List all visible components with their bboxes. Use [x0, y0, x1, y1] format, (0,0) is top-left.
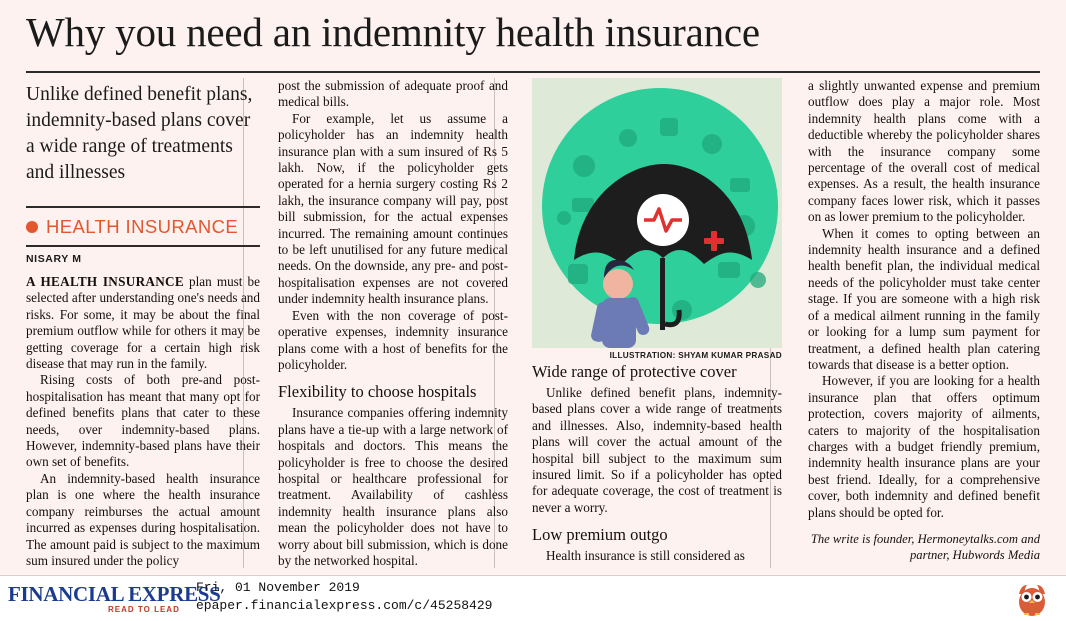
paragraph: However, if you are looking for a health insurance plan that offers optimum protection, covers majority of ailments, caters to majority of the hospitalisation charges with a budget friendly premium, indemnity health insurance plans are your best friend. Ideally, for a comprehensive cover, both indemnity and defined benefit plans should be opted for.	[808, 373, 1040, 520]
lead-in-text: A HEALTH INSURANCE	[26, 274, 184, 289]
paragraph: Unlike defined benefit plans, indemnity-based plans cover a wide range of treatments and illnesses. Also, indemnity-based health plans will cover the actual amount of the hospital bill subject to the maximum sum insured limit. So if a policyholder has opted for adequate coverage, the cost of treatment is never a worry.	[532, 385, 782, 515]
illustration-figure	[532, 78, 782, 360]
paragraph: Insurance companies offering indemnity plans have a tie-up with a large network of hospitals and doctors. This means the policyholder is free to choose the desired hospital or healthcare professional for treatment. Availability of cashless indemnity health insurance plans also mean the policyholder does not have to worry about bill submission, which is done by the networked hospital.	[278, 405, 508, 568]
paragraph: For example, let us assume a policyholder has an indemnity health insurance plan with a sum insured of Rs 5 lakh. Now, if the policyholder gets operated for a hernia surgery costing Rs 2 lakh, the insurance company will pay, post bill submission, for the actual expenses incurred. The remaining amount continues to be left unutilised for any future medical needs. On the downside, any pre- and post-hospitalisation expenses are not covered under indemnity health insurance plans.	[278, 110, 508, 307]
section-divider-top	[26, 206, 260, 208]
publication-logo: FINANCIAL EXPRESS	[8, 582, 221, 606]
author-credit: The write is founder, Hermoneytalks.com and partner, Hubwords Media	[810, 531, 1040, 562]
paragraph-text: plan must be selected after understanding one's needs and risks. For some, it may be about the final premium outflow while for others it may be getting coverage for a certain high risk disease that may run in the family.	[26, 274, 260, 372]
paragraph: Even with the non coverage of post-operative expenses, indemnity insurance plans come with a host of benefits for the policyholder.	[278, 307, 508, 372]
byline: NISARY M	[26, 253, 82, 265]
paragraph: An indemnity-based health insurance plan is one where the health insurance company reimburses the actual amount incurred as expenses during hospitalisation. The amount paid is subject to the maximum sum insured under the policy	[26, 470, 260, 568]
header-divider	[26, 71, 1040, 73]
subheading: Flexibility to choose hospitals	[278, 382, 477, 402]
bullet-dot-icon	[26, 221, 38, 233]
section-label: HEALTH INSURANCE	[46, 216, 239, 237]
publication-tagline: READ TO LEAD	[108, 605, 180, 614]
paragraph: a slightly unwanted expense and premium outflow does play a major role. Most indemnity health plans come with a deductible whereby the policyholder shares with the insurance company some percentage of the overall cost of medical expenses. As a result, the health insurance company faces lower risk, which it passes on as lower premium to the policyholder.	[808, 78, 1040, 225]
article-columns	[26, 78, 1040, 568]
paragraph: Health insurance is still considered as	[546, 548, 745, 564]
section-divider-bottom	[26, 245, 260, 247]
paragraph: When it comes to opting between an indemnity health insurance and a defined health benefit plan, the individual medical needs of the policyholder must take center stage. If you are someone with a high risk of a medical ailment running in the family or looking for a lump sum payment for treatment, a defined health plan catering towards that disease is a better option.	[808, 225, 1040, 372]
paragraph: post the submission of adequate proof and medical bills.	[278, 78, 508, 110]
column-3	[532, 78, 782, 568]
paragraph	[26, 274, 260, 372]
page-headline: Why you need an indemnity health insurance	[26, 9, 760, 55]
section-header	[26, 216, 260, 238]
illustration-image	[532, 78, 782, 348]
column-1	[26, 78, 260, 568]
subheading: Wide range of protective cover	[532, 362, 737, 381]
subheading: Low premium outgo	[532, 525, 668, 545]
paragraph: Rising costs of both pre-and post-hospitalisation has meant that many opt for defined benefits plans that cater to these needs, over indemnity-based plans. However, indemnity-based plans have their own set of benefits.	[26, 372, 260, 470]
column-2	[278, 78, 508, 568]
column-4	[808, 78, 1040, 568]
standfirst: Unlike defined benefit plans, indemnity-based plans cover a wide range of treatments and illnesses	[26, 84, 253, 183]
issue-date: Fri, 01 November 2019	[196, 580, 360, 595]
owl-icon	[1012, 578, 1052, 618]
illustration-credit: ILLUSTRATION: SHYAM KUMAR PRASAD	[609, 351, 782, 360]
umbrella-illustration-svg	[532, 78, 782, 348]
source-url[interactable]: epaper.financialexpress.com/c/45258429	[196, 598, 493, 613]
